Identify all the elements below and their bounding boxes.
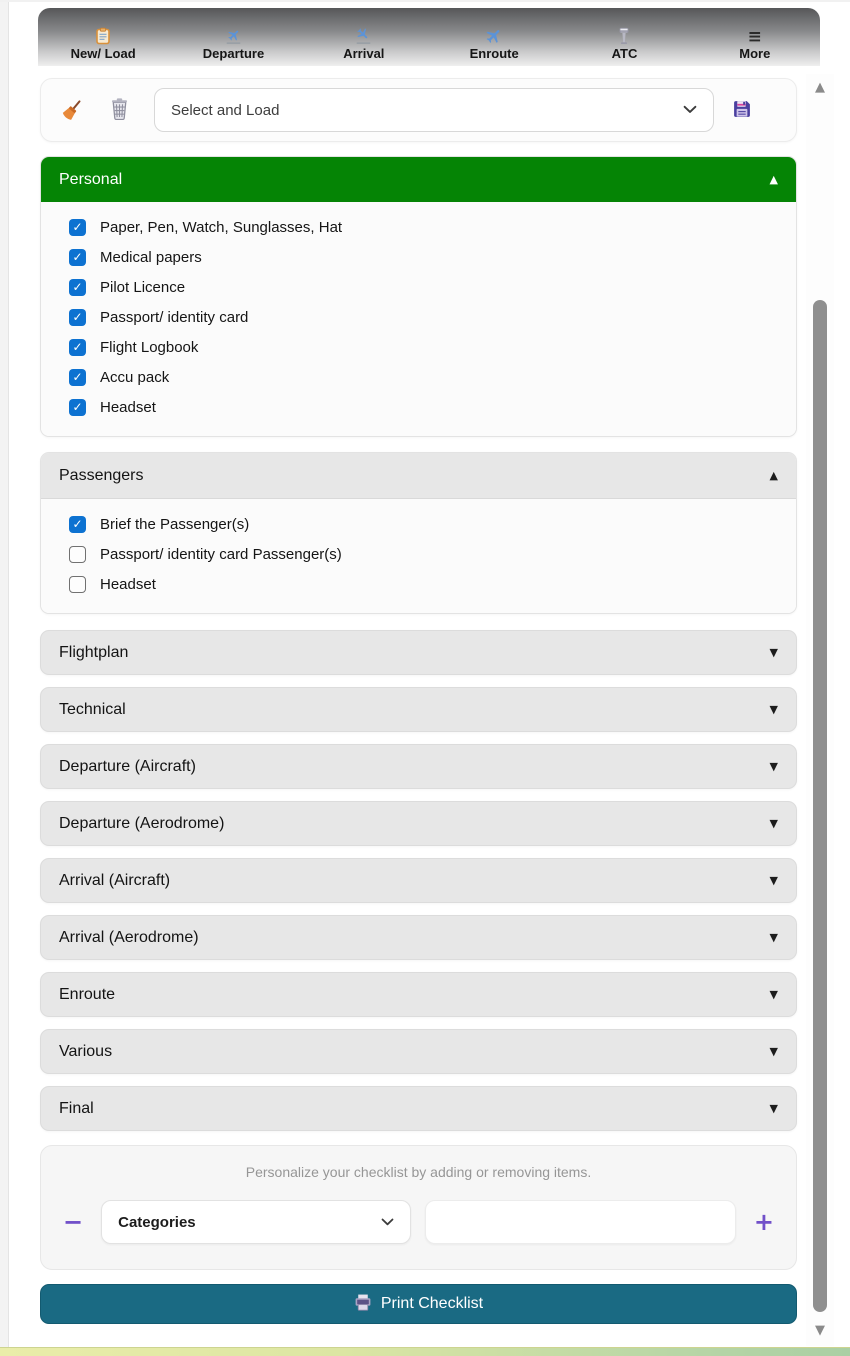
nav-item-label: New/ Load [70,46,136,61]
checklist-item [41,392,796,422]
checkbox[interactable] [69,339,86,356]
caret-up-icon: ▲ [769,469,778,482]
save-checklist-button[interactable] [732,99,752,122]
section-personal [40,156,797,437]
caret-down-icon: ▼ [769,1045,778,1058]
checkbox[interactable] [69,516,86,533]
section-header-final[interactable] [40,1086,797,1131]
delete-checklist-button[interactable] [109,97,130,123]
checklist-item-label: Flight Logbook [100,338,199,356]
checklist-item [41,362,796,392]
nav-item-label: Departure [202,46,265,61]
checkbox[interactable] [69,399,86,416]
bottom-accent-bar [0,1347,850,1356]
checkbox[interactable] [69,249,86,266]
nav-item-arrival[interactable] [299,8,429,66]
select-and-load-dropdown[interactable] [154,88,714,132]
checklist-item-label: Paper, Pen, Watch, Sunglasses, Hat [100,218,343,236]
section-title: Arrival (Aerodrome) [59,928,199,946]
caret-down-icon: ▼ [769,874,778,887]
section-header-personal[interactable] [41,157,796,202]
section-header-various[interactable] [40,1029,797,1074]
checklist-item-label: Medical papers [100,248,202,266]
nav-item-atc[interactable] [559,8,689,66]
nav-item-departure[interactable] [168,8,298,66]
checklist-item-label: Passport/ identity card Passenger(s) [100,545,342,563]
broom-icon [61,97,85,124]
page-top-edge [0,0,850,2]
section-header-arrival-aerodrome[interactable] [40,915,797,960]
section-title: Passengers [59,466,144,484]
collapsed-sections [40,630,797,1131]
clear-checklist-button[interactable] [61,97,85,124]
menu-icon: ≡ [747,27,762,47]
nav-item-more[interactable] [690,8,820,66]
page-left-gutter [0,2,9,1347]
plane-departure-icon [224,27,243,45]
caret-up-icon: ▲ [769,173,778,186]
checkbox[interactable] [69,309,86,326]
personalize-panel [40,1145,797,1270]
section-title: Technical [59,700,126,718]
tower-icon [618,27,630,45]
section-body-personal [41,202,796,436]
categories-dropdown[interactable] [101,1200,411,1244]
chevron-down-icon [683,101,697,119]
section-passengers [40,452,797,614]
checkbox[interactable] [69,546,86,563]
scrollbar-thumb[interactable] [813,300,827,1312]
remove-item-button[interactable]: − [63,1208,84,1236]
checklist-item [41,212,796,242]
caret-down-icon: ▼ [769,646,778,659]
checklist-item [41,332,796,362]
checklist-item [41,509,796,539]
checklist-item [41,302,796,332]
checklist-item-label: Brief the Passenger(s) [100,515,250,533]
new-item-input[interactable] [425,1200,736,1244]
trash-icon [109,97,130,123]
section-header-flightplan[interactable] [40,630,797,675]
nav-item-new-load[interactable] [38,8,168,66]
section-title: Enroute [59,985,116,1003]
checklist-item [41,272,796,302]
nav-item-label: More [739,46,771,61]
checklist-item [41,242,796,272]
scroll-down-button[interactable]: ▼ [806,1323,834,1338]
scrollbar [806,74,834,1346]
printer-icon [354,1294,372,1314]
categories-dropdown-value: Categories [118,1213,196,1231]
checkbox[interactable] [69,279,86,296]
checklist-item-label: Headset [100,575,156,593]
section-body-passengers [41,498,796,613]
caret-down-icon: ▼ [769,817,778,830]
personalize-controls [63,1200,774,1244]
section-title: Departure (Aircraft) [59,757,196,775]
section-header-arrival-aircraft[interactable] [40,858,797,903]
section-title: Arrival (Aircraft) [59,871,171,889]
clipboard-icon [96,27,110,45]
checklist-item-label: Accu pack [100,368,170,386]
print-checklist-button[interactable] [40,1284,797,1324]
checkbox[interactable] [69,576,86,593]
section-header-departure-aircraft[interactable] [40,744,797,789]
checkbox[interactable] [69,219,86,236]
checklist-item-label: Headset [100,398,156,416]
caret-down-icon: ▼ [769,1102,778,1115]
checklist-sections [40,156,797,1131]
section-title: Departure (Aerodrome) [59,814,225,832]
select-and-load-value: Select and Load [171,101,280,119]
checkbox[interactable] [69,369,86,386]
top-navbar [38,8,820,66]
nav-item-label: Arrival [343,46,385,61]
nav-item-enroute[interactable] [429,8,559,66]
nav-item-label: ATC [611,46,638,61]
checklist-item [41,569,796,599]
add-item-button[interactable]: + [753,1208,774,1236]
section-header-enroute[interactable] [40,972,797,1017]
personalize-hint: Personalize your checklist by adding or removing items. [245,1164,592,1180]
section-title: Personal [59,170,123,188]
nav-item-label: Enroute [469,46,519,61]
checklist-content [40,74,797,1324]
caret-down-icon: ▼ [769,760,778,773]
section-title: Various [59,1042,113,1060]
section-header-departure-aerodrome[interactable] [40,801,797,846]
floppy-disk-icon [732,99,752,122]
plane-icon [485,27,503,45]
caret-down-icon: ▼ [769,988,778,1001]
caret-down-icon: ▼ [769,931,778,944]
scroll-up-button[interactable]: ▲ [806,80,834,95]
load-save-toolbar [40,78,797,142]
print-checklist-label: Print Checklist [380,1295,484,1312]
caret-down-icon: ▼ [769,703,778,716]
section-header-passengers[interactable] [41,453,796,498]
section-header-technical[interactable] [40,687,797,732]
chevron-down-icon [381,1213,394,1231]
checklist-item [41,539,796,569]
section-title: Flightplan [59,643,129,661]
checklist-item-label: Passport/ identity card [100,308,249,326]
plane-arrival-icon [354,27,373,45]
checklist-item-label: Pilot Licence [100,278,186,296]
section-title: Final [59,1099,94,1117]
